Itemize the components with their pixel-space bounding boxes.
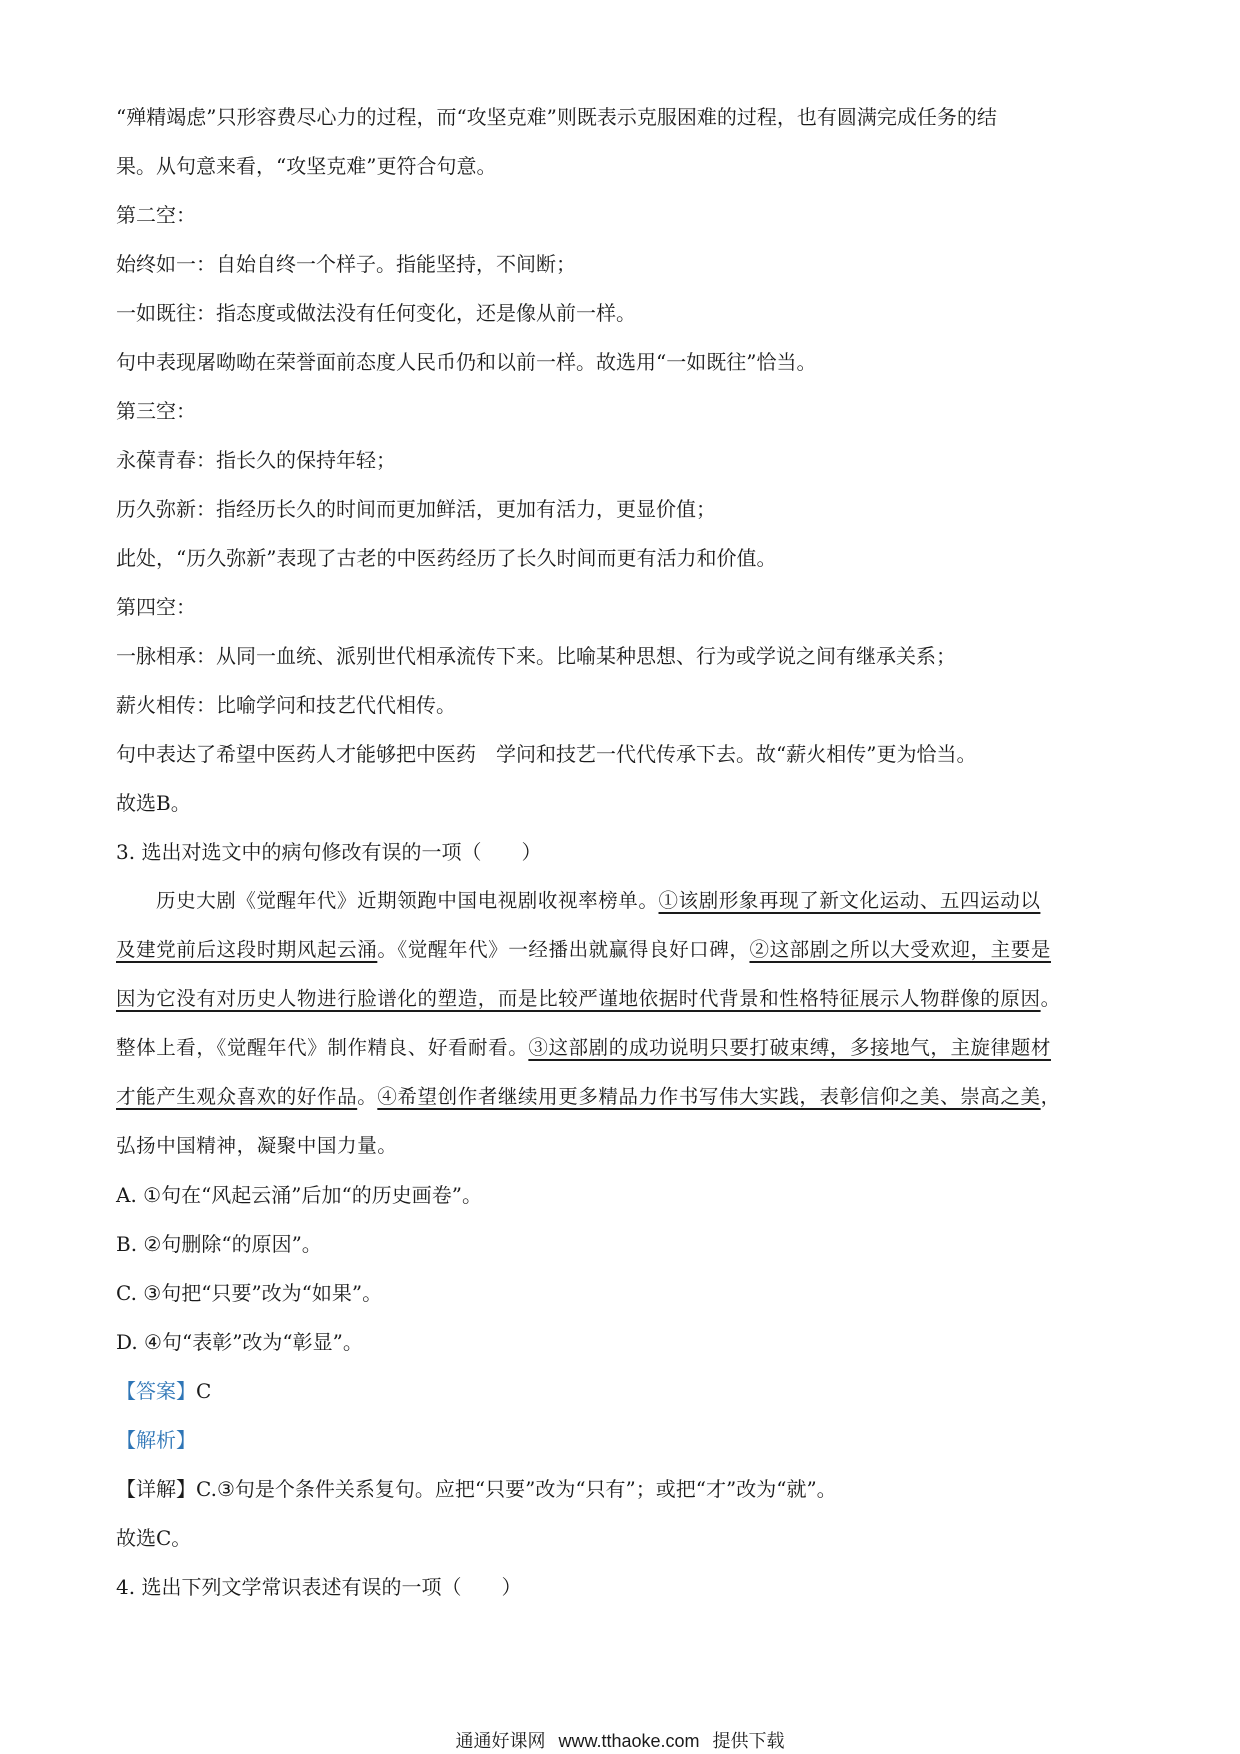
footer-note: 提供下载 bbox=[712, 1731, 785, 1751]
analysis-label: 【解析】 bbox=[116, 1428, 196, 1452]
conclusion-line: 故选C。 bbox=[116, 1526, 192, 1550]
option-a: A. ①句在“风起云涌”后加“的历史画卷”。 bbox=[116, 1183, 482, 1207]
text-line: 一如既往：指态度或做法没有任何变化，还是像从前一样。 bbox=[116, 301, 636, 325]
sentence-3-cont: 才能产生观众喜欢的好作品 bbox=[116, 1085, 358, 1108]
passage-text: 。 bbox=[357, 1085, 378, 1108]
passage-text: ， bbox=[1040, 1085, 1061, 1108]
option-b: B. ②句删除“的原因”。 bbox=[116, 1232, 322, 1256]
answer-label: 【答案】 bbox=[116, 1379, 196, 1403]
question-3: 3. 选出对选文中的病句修改有误的一项（ ） bbox=[116, 840, 542, 864]
section-heading: 第二空： bbox=[116, 203, 196, 227]
passage-text: 。《觉醒年代》一经播出就赢得良好口碑， bbox=[377, 938, 750, 961]
answer-value: C bbox=[196, 1379, 212, 1403]
passage-line bbox=[116, 1083, 1061, 1111]
option-d: D. ④句“表彰”改为“彰显”。 bbox=[116, 1330, 363, 1354]
passage-line: 弘扬中国精神，凝聚中国力量。 bbox=[116, 1134, 398, 1157]
section-heading: 第四空： bbox=[116, 595, 196, 619]
sentence-3: ③这部剧的成功说明只要打破束缚，多接地气，主旋律题材 bbox=[528, 1036, 1051, 1059]
detail-label: 【详解】 bbox=[116, 1477, 196, 1501]
text-line: 句中表达了希望中医药人才能够把中医药 学问和技艺一代代传承下去。故“薪火相传”更为恰当。 bbox=[116, 742, 977, 766]
text-line: 历久弥新：指经历长久的时间而更加鲜活，更加有活力，更显价值； bbox=[116, 497, 716, 521]
text-line: 此处，“历久弥新”表现了古老的中医药经历了长久时间而更有活力和价值。 bbox=[116, 546, 777, 570]
passage-text: 历史大剧《觉醒年代》近期领跑中国电视剧收视率榜单。 bbox=[156, 889, 659, 912]
passage-line bbox=[116, 936, 1051, 964]
detail-line bbox=[116, 1475, 837, 1503]
passage-text: 整体上看，《觉醒年代》制作精良、好看耐看。 bbox=[116, 1036, 529, 1059]
footer-url[interactable]: www.tthaoke.com bbox=[558, 1731, 700, 1751]
question-4: 4. 选出下列文学常识表述有误的一项（ ） bbox=[116, 1575, 522, 1599]
sentence-2: ②这部剧之所以大受欢迎，主要是 bbox=[749, 938, 1051, 961]
footer-site-name: 通通好课网 bbox=[455, 1731, 546, 1751]
text-line: 一脉相承：从同一血统、派别世代相承流传下来。比喻某种思想、行为或学说之间有继承关系； bbox=[116, 644, 956, 668]
sentence-4: ④希望创作者继续用更多精品力作书写伟大实践，表彰信仰之美、崇高之美 bbox=[377, 1085, 1041, 1108]
option-c: C. ③句把“只要”改为“如果”。 bbox=[116, 1281, 383, 1305]
text-line: 始终如一：自始自终一个样子。指能坚持，不间断； bbox=[116, 252, 576, 276]
detail-text: C.③句是个条件关系复句。应把“只要”改为“只有”；或把“才”改为“就”。 bbox=[196, 1477, 837, 1501]
text-line: 薪火相传：比喻学问和技艺代代相传。 bbox=[116, 693, 456, 717]
section-heading: 第三空： bbox=[116, 399, 196, 423]
analysis-line bbox=[116, 1426, 196, 1454]
conclusion-line: 故选B。 bbox=[116, 791, 191, 815]
passage-text: 。 bbox=[1040, 987, 1061, 1010]
passage-line bbox=[156, 887, 1040, 915]
passage-line bbox=[116, 985, 1061, 1013]
passage-line bbox=[116, 1034, 1051, 1062]
text-line: “殚精竭虑”只形容费尽心力的过程，而“攻坚克难”则既表示克服困难的过程，也有圆满完成任务的结 bbox=[116, 105, 997, 129]
page-footer bbox=[0, 1727, 1240, 1753]
sentence-2-cont: 因为它没有对历史人物进行脸谱化的塑造，而是比较严谨地依据时代背景和性格特征展示人物群像的原因 bbox=[116, 987, 1041, 1010]
sentence-1-cont: 及建党前后这段时期风起云涌 bbox=[116, 938, 378, 961]
text-line: 永葆青春：指长久的保持年轻； bbox=[116, 448, 396, 472]
sentence-1: ①该剧形象再现了新文化运动、五四运动以 bbox=[658, 889, 1041, 912]
answer-line bbox=[116, 1377, 211, 1405]
text-line: 果。从句意来看，“攻坚克难”更符合句意。 bbox=[116, 154, 497, 178]
text-line: 句中表现屠呦呦在荣誉面前态度人民币仍和以前一样。故选用“一如既往”恰当。 bbox=[116, 350, 817, 374]
